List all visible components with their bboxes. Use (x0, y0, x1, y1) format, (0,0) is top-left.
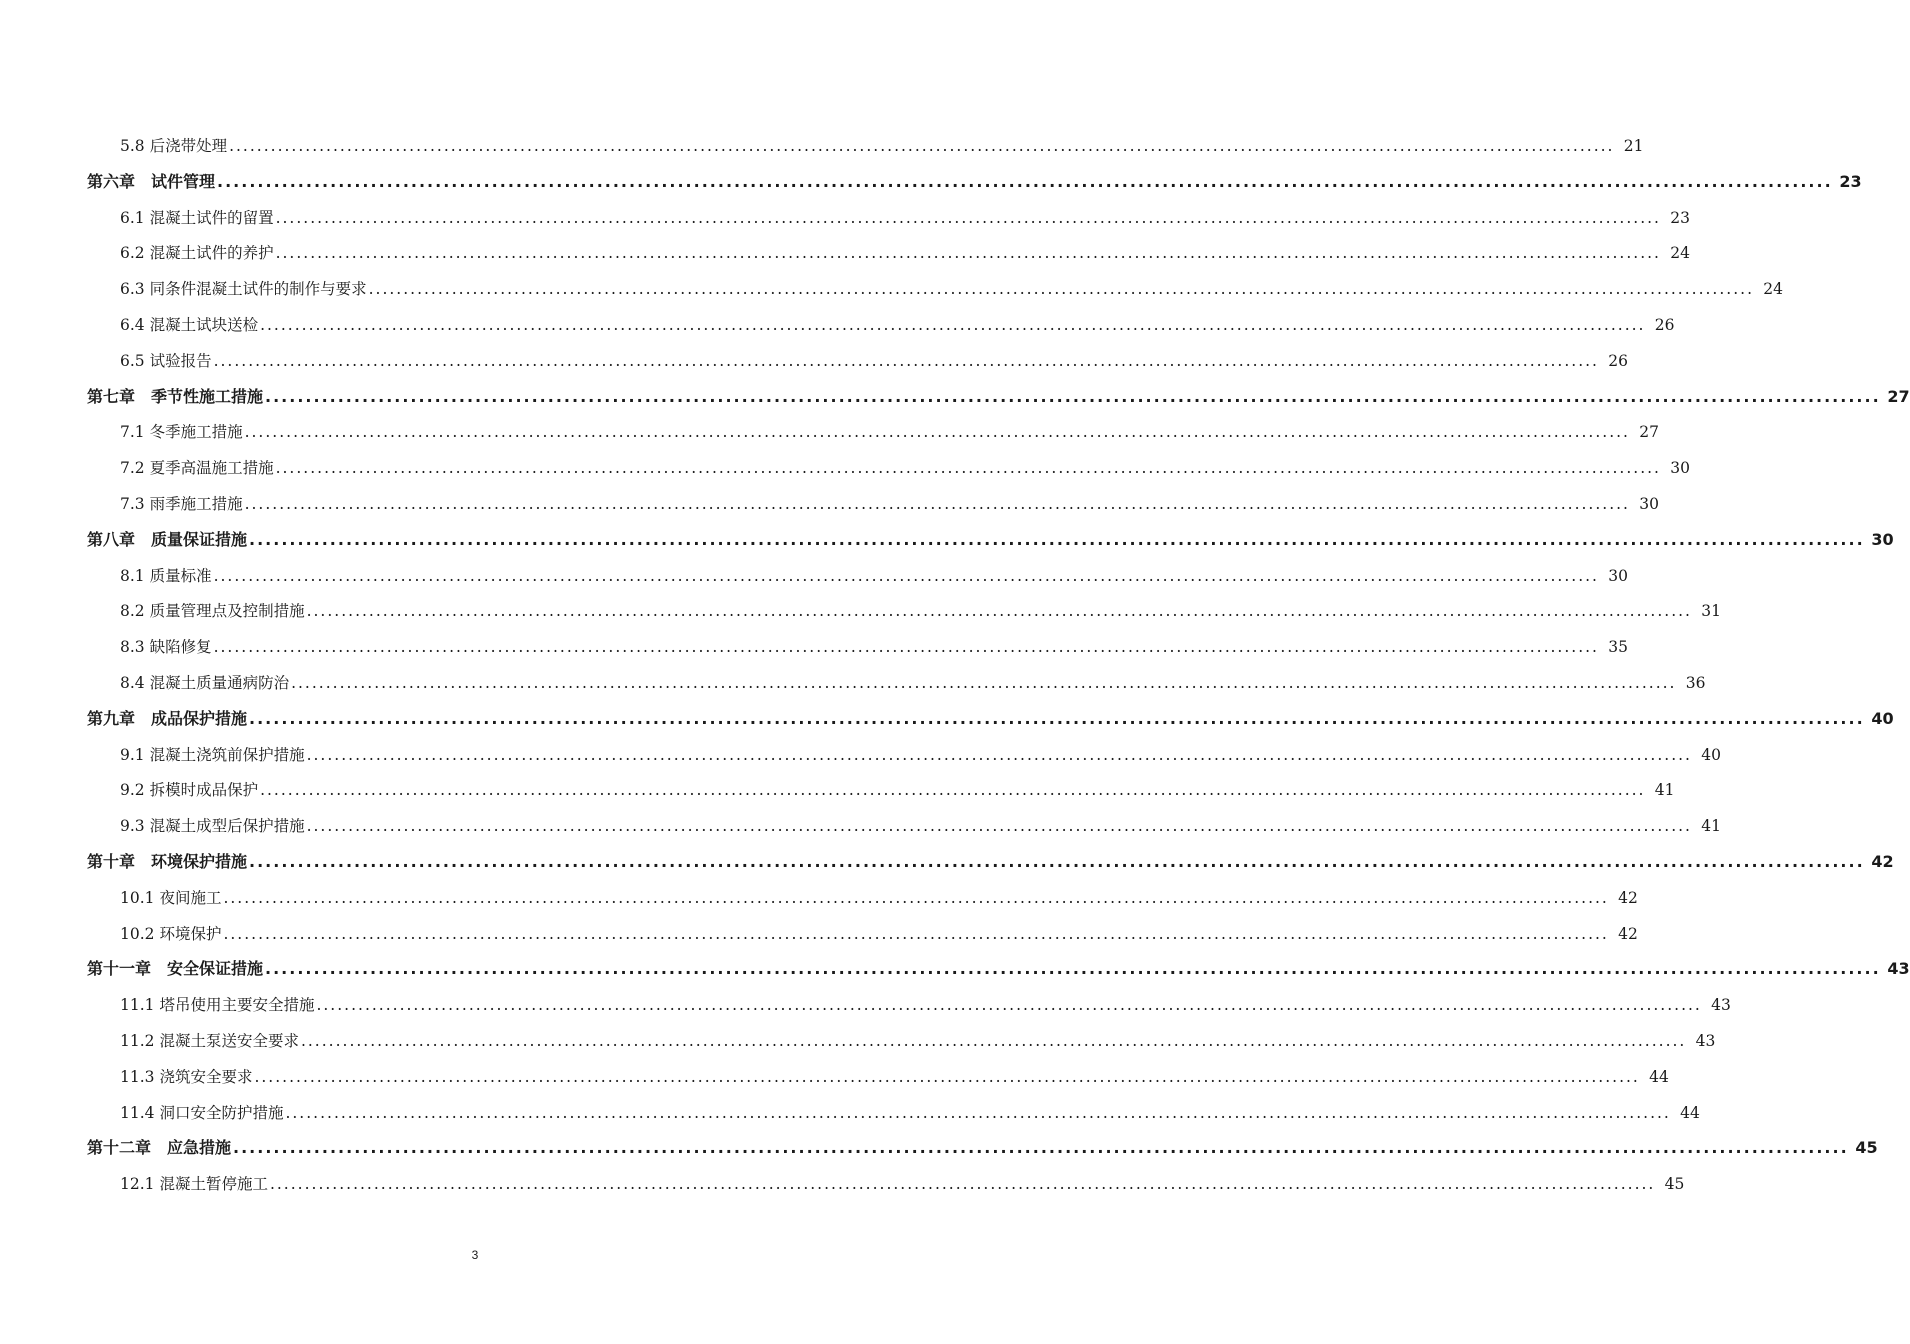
toc-leader-dots: ........................................................................................................................................................................................................ (260, 316, 1646, 334)
toc-entry-page: 42 (1871, 852, 1894, 871)
toc-entry-title: 7.3 雨季施工措施 (120, 495, 243, 513)
toc-entry-page: 24 (1763, 280, 1783, 299)
toc-section-entry[interactable] (120, 593, 1721, 621)
toc-section-entry[interactable] (120, 1166, 1685, 1194)
toc-section-entry[interactable] (120, 128, 1644, 156)
toc-section-entry[interactable] (120, 808, 1721, 836)
toc-entry-title: 8.3 缺陷修复 (120, 638, 212, 657)
toc-entry-title: 5.8 后浇带处理 (120, 137, 228, 155)
toc-entry-title: 9.3 混凝土成型后保护措施 (120, 817, 305, 836)
toc-entry-page: 42 (1618, 924, 1638, 943)
toc-entry-page: 45 (1855, 1138, 1878, 1158)
toc-section-entry[interactable] (120, 1059, 1669, 1087)
toc-entry-title: 8.2 质量管理点及控制措施 (120, 602, 305, 621)
toc-leader-dots: ........................................................................................................................................................................................................ (249, 708, 1865, 728)
toc-entry-page: 44 (1680, 1103, 1700, 1122)
toc-entry-page: 24 (1670, 244, 1690, 263)
toc-section-entry[interactable] (120, 450, 1690, 478)
toc-entry-page: 30 (1639, 495, 1659, 513)
toc-leader-dots: ........................................................................................................................................................................................................ (260, 781, 1646, 800)
toc-leader-dots: ........................................................................................................................................................................................................ (300, 1032, 1687, 1050)
toc-leader-dots: ........................................................................................................................................................................................................ (213, 351, 1599, 370)
toc-leader-dots: ........................................................................................................................................................................................................ (233, 1138, 1849, 1158)
toc-entry-title: 7.2 夏季高温施工措施 (120, 459, 274, 478)
toc-entry-page: 30 (1670, 459, 1690, 478)
toc-entry-title: 11.1 塔吊使用主要安全措施 (120, 996, 315, 1015)
toc-leader-dots: ........................................................................................................................................................................................................ (316, 996, 1702, 1015)
toc-chapter-entry[interactable] (87, 951, 1910, 979)
toc-section-entry[interactable] (120, 200, 1690, 228)
toc-entry-page: 44 (1649, 1067, 1669, 1086)
toc-entry-title: 10.2 环境保护 (120, 924, 222, 943)
toc-chapter-entry[interactable] (87, 522, 1894, 550)
toc-entry-page: 40 (1871, 708, 1894, 728)
toc-leader-dots: ........................................................................................................................................................................................................ (291, 674, 1677, 692)
toc-entry-title: 第十一章 安全保证措施 (87, 959, 264, 979)
page-number: 3 (471, 1248, 479, 1262)
toc-entry-title: 11.4 洞口安全防护措施 (120, 1103, 284, 1122)
toc-leader-dots: ........................................................................................................................................................................................................ (285, 1103, 1671, 1122)
toc-entry-title: 10.1 夜间施工 (120, 888, 222, 907)
toc-section-entry[interactable] (120, 772, 1675, 800)
toc-section-entry[interactable] (120, 737, 1721, 765)
toc-entry-title: 6.2 混凝土试件的养护 (120, 244, 274, 263)
toc-chapter-entry[interactable] (87, 1130, 1878, 1158)
toc-entry-title: 第六章 试件管理 (87, 171, 216, 191)
toc-entry-title: 8.1 质量标准 (120, 566, 212, 585)
toc-leader-dots: ........................................................................................................................................................................................................ (223, 924, 1609, 943)
toc-entry-page: 35 (1608, 638, 1628, 657)
toc-entry-title: 6.4 混凝土试块送检 (120, 316, 259, 334)
toc-section-entry[interactable] (120, 916, 1638, 944)
toc-leader-dots: ........................................................................................................................................................................................................ (275, 208, 1661, 227)
toc-entry-page: 42 (1618, 888, 1638, 907)
toc-leader-dots: ........................................................................................................................................................................................................ (269, 1175, 1656, 1194)
toc-leader-dots: ........................................................................................................................................................................................................ (306, 745, 1692, 764)
toc-leader-dots: ........................................................................................................................................................................................................ (275, 244, 1661, 263)
toc-leader-dots: ........................................................................................................................................................................................................ (249, 852, 1865, 871)
toc-entry-title: 6.1 混凝土试件的留置 (120, 208, 274, 227)
toc-leader-dots: ........................................................................................................................................................................................................ (244, 423, 1630, 442)
toc-entry-page: 40 (1701, 745, 1721, 764)
toc-entry-title: 第十章 环境保护措施 (87, 852, 248, 871)
toc-leader-dots: ........................................................................................................................................................................................................ (249, 529, 1865, 549)
toc-entry-page: 43 (1887, 959, 1910, 979)
toc-entry-page: 23 (1839, 171, 1862, 191)
toc-section-entry[interactable] (120, 880, 1638, 908)
toc-leader-dots: ........................................................................................................................................................................................................ (223, 888, 1609, 907)
toc-section-entry[interactable] (120, 558, 1628, 586)
toc-section-entry[interactable] (120, 1095, 1700, 1123)
toc-leader-dots: ........................................................................................................................................................................................................ (306, 602, 1692, 621)
toc-entry-title: 11.3 浇筑安全要求 (120, 1067, 253, 1086)
toc-entry-page: 21 (1623, 137, 1644, 155)
toc-section-entry[interactable] (120, 987, 1731, 1015)
toc-leader-dots: ........................................................................................................................................................................................................ (275, 459, 1661, 478)
toc-chapter-entry[interactable] (87, 701, 1894, 729)
toc-entry-title: 9.1 混凝土浇筑前保护措施 (120, 745, 305, 764)
toc-entry-title: 7.1 冬季施工措施 (120, 423, 243, 442)
toc-chapter-entry[interactable] (87, 164, 1862, 192)
toc-leader-dots: ........................................................................................................................................................................................................ (213, 638, 1599, 657)
toc-section-entry[interactable] (120, 629, 1628, 657)
toc-leader-dots: ........................................................................................................................................................................................................ (217, 171, 1833, 191)
toc-leader-dots: ........................................................................................................................................................................................................ (244, 495, 1630, 513)
toc-chapter-entry[interactable] (87, 379, 1910, 407)
toc-leader-dots: ........................................................................................................................................................................................................ (306, 817, 1692, 836)
toc-entry-page: 27 (1639, 423, 1659, 442)
toc-section-entry[interactable] (120, 271, 1783, 299)
toc-leader-dots: ........................................................................................................................................................................................................ (254, 1067, 1640, 1086)
toc-entry-title: 第八章 质量保证措施 (87, 529, 248, 549)
toc-section-entry[interactable] (120, 414, 1659, 442)
toc-section-entry[interactable] (120, 307, 1675, 335)
toc-entry-title: 第七章 季节性施工措施 (87, 386, 264, 406)
toc-entry-page: 23 (1670, 208, 1690, 227)
toc-leader-dots: ........................................................................................................................................................................................................ (265, 386, 1881, 406)
toc-entry-page: 36 (1685, 674, 1706, 692)
toc-section-entry[interactable] (120, 665, 1706, 693)
toc-entry-title: 8.4 混凝土质量通病防治 (120, 674, 290, 692)
toc-entry-page: 43 (1711, 996, 1731, 1015)
toc-entry-title: 11.2 混凝土泵送安全要求 (120, 1032, 299, 1050)
toc-entry-page: 31 (1701, 602, 1721, 621)
toc-section-entry[interactable] (120, 343, 1628, 371)
toc-entry-page: 45 (1664, 1175, 1685, 1194)
toc-section-entry[interactable] (120, 486, 1659, 514)
toc-leader-dots: ........................................................................................................................................................................................................ (213, 566, 1599, 585)
toc-leader-dots: ........................................................................................................................................................................................................ (229, 137, 1615, 155)
toc-entry-page: 41 (1654, 781, 1675, 800)
toc-entry-page: 27 (1887, 386, 1910, 406)
toc-section-entry[interactable] (120, 235, 1690, 263)
toc-entry-title: 9.2 拆模时成品保护 (120, 781, 259, 800)
toc-entry-title: 第十二章 应急措施 (87, 1138, 232, 1158)
toc-chapter-entry[interactable] (87, 844, 1894, 872)
toc-entry-title: 6.5 试验报告 (120, 351, 212, 370)
toc-entry-title: 第九章 成品保护措施 (87, 708, 248, 728)
toc-entry-page: 41 (1701, 817, 1721, 836)
toc-leader-dots: ........................................................................................................................................................................................................ (265, 959, 1881, 979)
toc-section-entry[interactable] (120, 1023, 1716, 1051)
toc-entry-page: 26 (1608, 351, 1628, 370)
toc-entry-page: 26 (1654, 316, 1675, 334)
toc-entry-page: 30 (1608, 566, 1628, 585)
toc-entry-page: 43 (1695, 1032, 1716, 1050)
toc-leader-dots: ........................................................................................................................................................................................................ (368, 280, 1754, 299)
toc-entry-page: 30 (1871, 529, 1894, 549)
toc-entry-title: 6.3 同条件混凝土试件的制作与要求 (120, 280, 367, 299)
toc-entry-title: 12.1 混凝土暂停施工 (120, 1175, 268, 1194)
